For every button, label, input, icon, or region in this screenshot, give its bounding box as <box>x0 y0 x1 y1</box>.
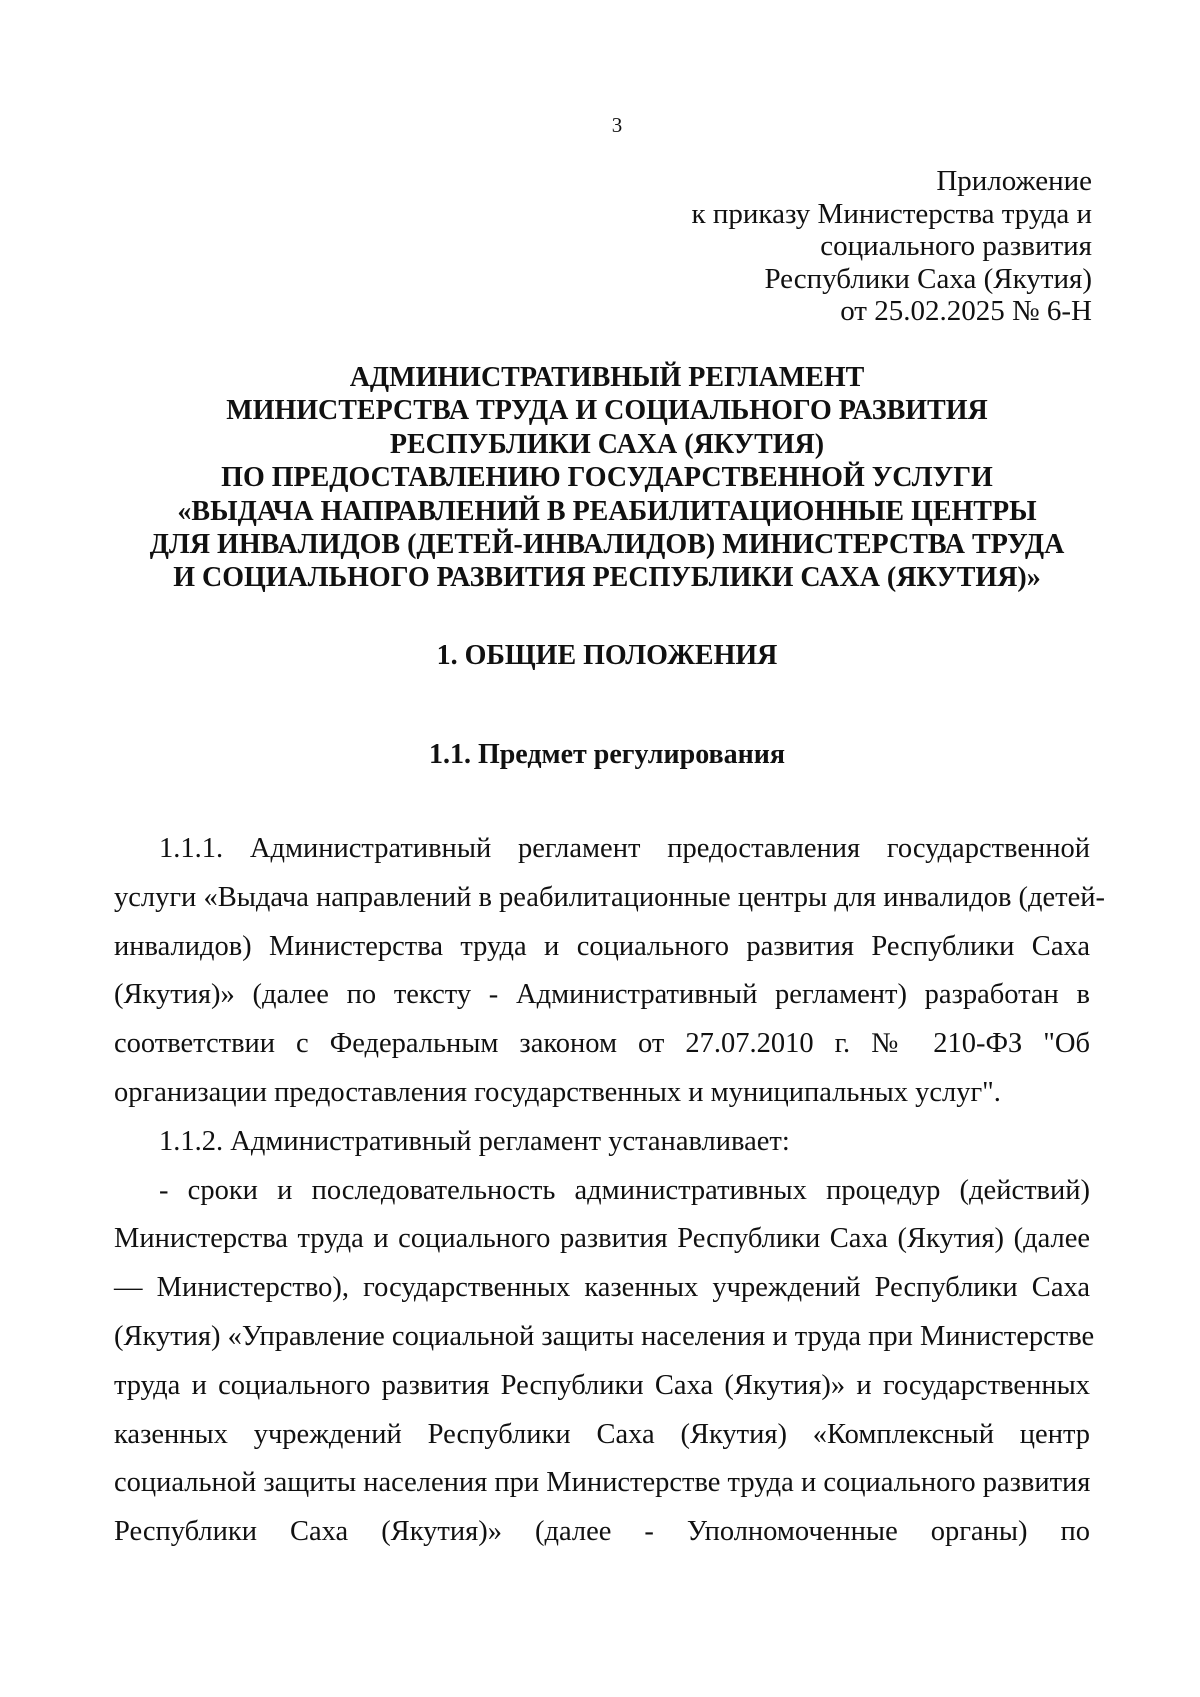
body-line: — Министерство), государственных казенных учреждений Республики Саха <box>114 1272 1090 1304</box>
subsection-heading: 1.1. Предмет регулирования <box>428 739 786 770</box>
title-line: И СОЦИАЛЬНОГО РАЗВИТИЯ РЕСПУБЛИКИ САХА (ЯКУТИЯ)» <box>173 562 1041 594</box>
appendix-line: социального развития <box>820 230 1092 262</box>
section-heading: 1. ОБЩИЕ ПОЛОЖЕНИЯ <box>436 640 778 671</box>
title-line: ДЛЯ ИНВАЛИДОВ (ДЕТЕЙ-ИНВАЛИДОВ) МИНИСТЕРСТВА ТРУДА <box>149 529 1065 561</box>
body-line: социальной защиты населения при Министерстве труда и социального развития <box>114 1467 1091 1499</box>
body-line: (Якутия) «Управление социальной защиты населения и труда при Министерстве <box>114 1320 1095 1352</box>
body-line: организации предоставления государственных и муниципальных услуг". <box>114 1076 1001 1108</box>
body-line: услуги «Выдача направлений в реабилитационные центры для инвалидов (детей- <box>114 881 1106 913</box>
title-line: «ВЫДАЧА НАПРАВЛЕНИЙ В РЕАБИЛИТАЦИОННЫЕ ЦЕНТРЫ <box>177 495 1037 527</box>
body-line: инвалидов) Министерства труда и социального развития Республики Саха <box>114 930 1090 962</box>
body-line: труда и социального развития Республики Саха (Якутия)» и государственных <box>114 1369 1090 1401</box>
body-line: Министерства труда и социального развития Республики Саха (Якутия) (далее <box>114 1223 1090 1255</box>
body-line: соответствии с Федеральным законом от 27.07.2010 г. № 210-ФЗ "Об <box>114 1028 1090 1060</box>
appendix-line: к приказу Министерства труда и <box>691 197 1092 230</box>
page-number: 3 <box>611 113 623 137</box>
body-line: 1.1.1. Административный регламент предоставления государственной <box>159 833 1090 864</box>
body-line: Республики Саха (Якутия)» (далее - Уполномоченные органы) по <box>114 1516 1090 1548</box>
appendix-block <box>572 165 1092 328</box>
title-line: МИНИСТЕРСТВА ТРУДА И СОЦИАЛЬНОГО РАЗВИТИЯ <box>226 395 988 427</box>
appendix-line: Республики Саха (Якутия) <box>764 262 1092 295</box>
title-line: РЕСПУБЛИКИ САХА (ЯКУТИЯ) <box>389 428 825 460</box>
body-line: - сроки и последовательность административных процедур (действий) <box>159 1174 1090 1206</box>
body-line: 1.1.2. Административный регламент устанавливает: <box>159 1125 790 1157</box>
body-line: (Якутия)» (далее по тексту - Административный регламент) разработан в <box>114 979 1090 1011</box>
title-line: АДМИНИСТРАТИВНЫЙ РЕГЛАМЕНТ <box>349 362 865 393</box>
document-title <box>112 361 1102 595</box>
body-text <box>114 825 1106 1557</box>
title-line: ПО ПРЕДОСТАВЛЕНИЮ ГОСУДАРСТВЕННОЙ УСЛУГИ <box>221 462 993 494</box>
appendix-line: от 25.02.2025 № 6-Н <box>840 295 1092 327</box>
body-line: казенных учреждений Республики Саха (Якутия) «Комплексный центр <box>114 1418 1090 1450</box>
appendix-line: Приложение <box>936 165 1092 197</box>
